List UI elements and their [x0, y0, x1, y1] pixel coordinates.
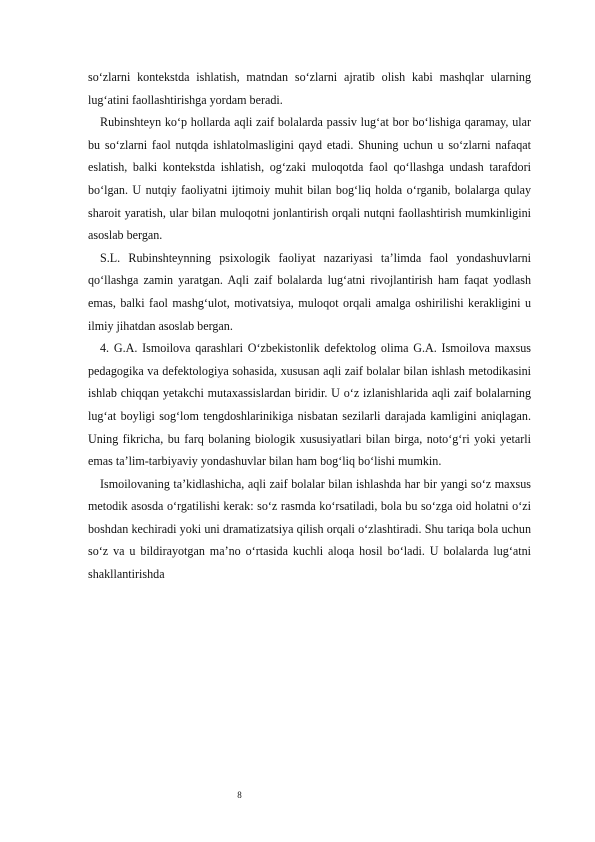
paragraph-2: Rubinshteyn ko‘p hollarda aqli zaif bolalarda passiv lug‘at bor bo‘lishiga qaramay, ular bu so‘zlarni faol nutqda ishlatolmasligini qayd etadi. Shuning uchun u so‘zlarni nafaqat eslatish, balki kontekstda ishlatish, og‘zaki muloqotda faol qo‘llashga undash tarafdori bo‘lgan. U nutqiy faoliyatni ijtimoiy muhit bilan bog‘liq holda o‘rganib, bolalarga qulay sharoit yaratish, ular bilan muloqotni jonlantirish orqali nutqni faollashtirish mumkinligini asoslab bergan. [88, 115, 531, 243]
page-number: 8 [237, 790, 242, 800]
paragraph-5: Ismoilovaning ta’kidlashicha, aqli zaif bolalar bilan ishlashda har bir yangi so‘z maxsus metodik asosda o‘rgatilishi kerak: so‘z rasmda ko‘rsatiladi, bola bu so‘zga oid holatni o‘zi boshdan kechiradi yoki uni dramatizatsiya qilish orqali o‘zlashtiradi. Shu tariqa bola uchun so‘z va u bildirayotgan ma’no o‘rtasida kuchli aloqa hosil bo‘ladi. U bolalarda lug‘atni shakllantirishda [88, 476, 531, 582]
page-body [88, 66, 531, 586]
paragraph-4: 4. G.A. Ismoilova qarashlari O‘zbekistonlik defektolog olima G.A. Ismoilova maxsus pedagogika va defektologiya sohasida, xususan aqli zaif bolalar bilan ishlash metodikasini ishlab chiqqan yetakchi mutaxassislardan biridir. U o‘z izlanishlarida aqli zaif bolalarning lug‘at boyligi sog‘lom tengdoshlarinikiga nisbatan sezilarli darajada kamligini aniqlagan. Uning fikricha, bu farq bolaning biologik xususiyatlari bilan birga, noto‘g‘ri yoki yetarli emas ta’lim-tarbiyaviy yondashuvlar bilan ham bog‘liq bo‘lishi mumkin. [88, 341, 531, 469]
paragraph-3: S.L. Rubinshteynning psixologik faoliyat nazariyasi ta’limda faol yondashuvlarni qo‘llashga zamin yaratgan. Aqli zaif bolalarda lug‘atni rivojlantirish ham faqat yodlash emas, balki faol mashg‘ulot, motivatsiya, muloqot orqali amalga oshirilishi kerakligini u ilmiy jihatdan asoslab bergan. [88, 250, 531, 333]
paragraph-1: so‘zlarni kontekstda ishlatish, matndan so‘zlarni ajratib olish kabi mashqlar ularning lug‘atini faollashtirishga yordam beradi. [88, 70, 531, 107]
page-footer [0, 789, 595, 801]
